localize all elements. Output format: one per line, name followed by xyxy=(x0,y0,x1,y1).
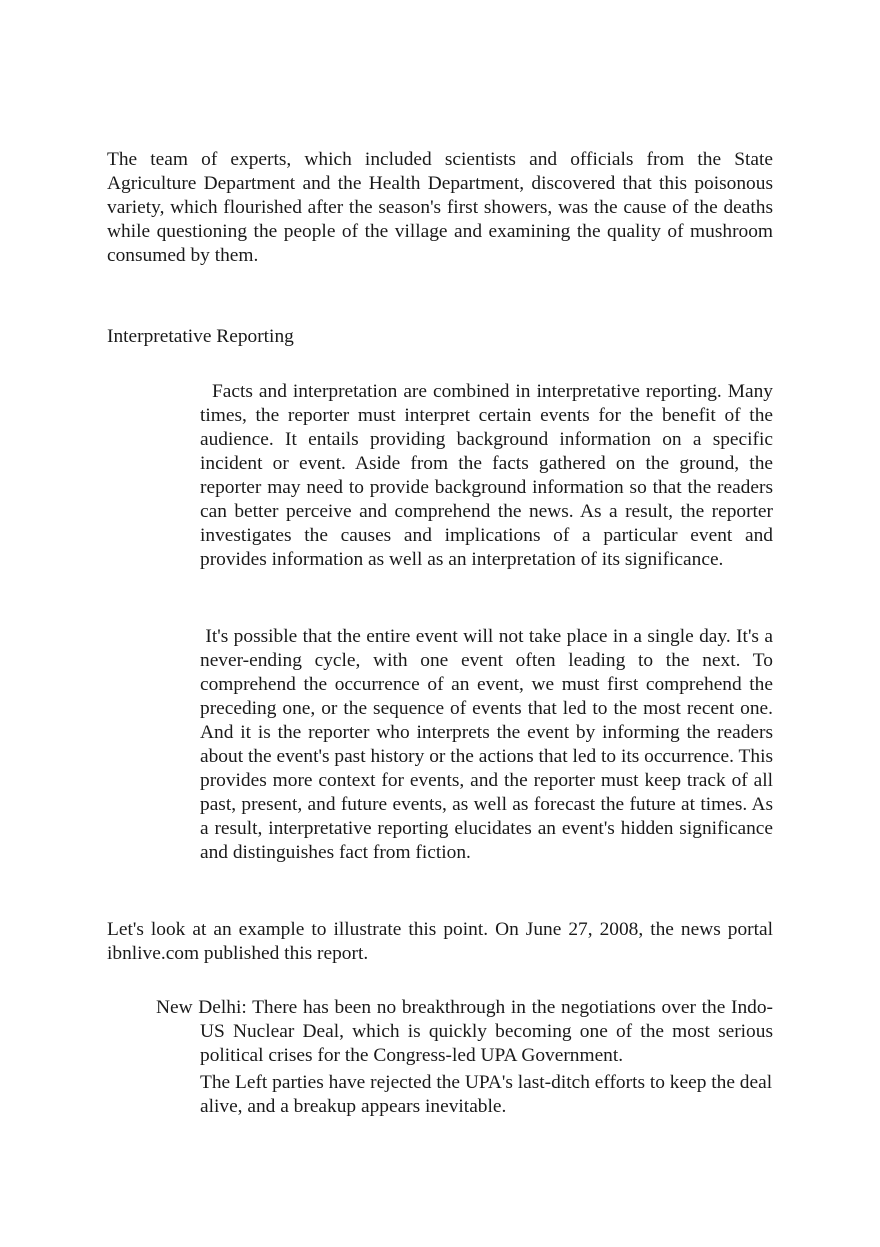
example-paragraph: Let's look at an example to illustrate this point. On June 27, 2008, the news portal ibnlive.com published this report. xyxy=(107,919,773,964)
quoted-report-paragraph-2: The Left parties have rejected the UPA's last-ditch efforts to keep the deal alive, and a breakup appears inevitable. xyxy=(200,1072,773,1117)
interpretative-paragraph-1: Facts and interpretation are combined in interpretative reporting. Many times, the reporter must interpret certain events for the benefit of the audience. It entails providing background information on a specific incident or event. Aside from the facts gathered on the ground, the reporter may need to provide background information so that the readers can better perceive and comprehend the news. As a result, the reporter investigates the causes and implications of a particular event and provides information as well as an interpretation of its significance. xyxy=(200,381,773,570)
interpretative-paragraph-2: It's possible that the entire event will not take place in a single day. It's a never-ending cycle, with one event often leading to the next. To comprehend the occurrence of an event, we must first comprehend the preceding one, or the sequence of events that led to the most recent one. And it is the reporter who interprets the event by informing the readers about the event's past history or the actions that led to its occurrence. This provides more context for events, and the reporter must keep track of all past, present, and future events, as well as forecast the future at times. As a result, interpretative reporting elucidates an event's hidden significance and distinguishes fact from fiction. xyxy=(200,626,773,863)
intro-paragraph: The team of experts, which included scientists and officials from the State Agriculture Department and the Health Department, discovered that this poisonous variety, which flourished after the season's first showers, was the cause of the deaths while questioning the people of the village and examining the quality of mushroom consumed by them. xyxy=(107,149,773,266)
section-heading: Interpretative Reporting xyxy=(107,326,294,347)
quoted-report-paragraph-1: New Delhi: There has been no breakthrough in the negotiations over the Indo-US Nuclear Deal, which is quickly becoming one of the most serious political crises for the Congress-led UPA Government. xyxy=(156,997,773,1066)
